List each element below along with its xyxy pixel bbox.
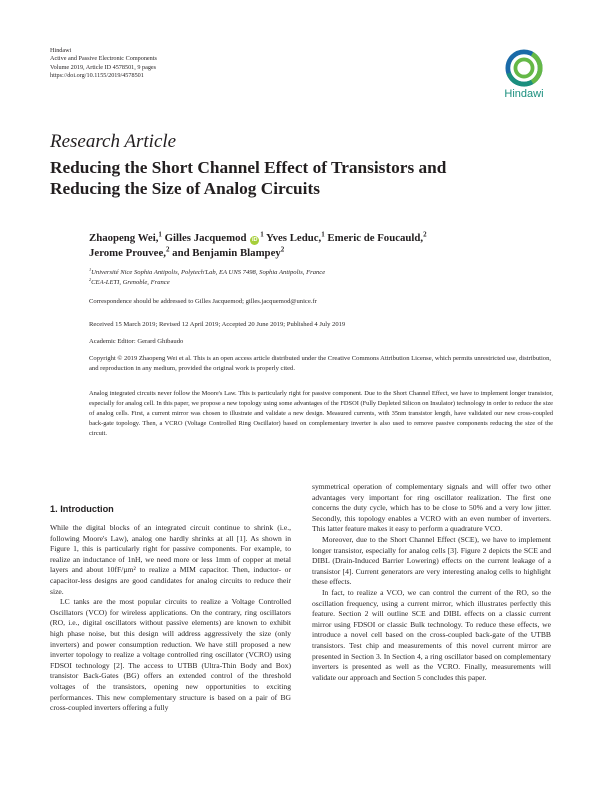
author-name: Zhaopeng Wei, bbox=[89, 232, 159, 244]
author-line-2 bbox=[89, 246, 469, 261]
logo-text: Hindawi bbox=[504, 88, 544, 100]
academic-editor: Academic Editor: Gerard Ghibaudo bbox=[89, 338, 184, 345]
affiliations bbox=[89, 268, 325, 287]
abstract: Analog integrated circuits never follow the Moore's Law. This is particularly right for passive component. Due to the Short Channel Effect, we have to implement longer transistor, especially for analog cell. In this paper, we propose a new topology using some advantages of the FDSOI (Fully Depleted Silicon on Insulator) technology in order to reduce the size of analog cells. First, a current mirror was chosen to illustrate and validate a new design. Measured currents, with 35nm transistor length, have validated our new cross-coupled back-gate topology. Then, a VCRO (Voltage Controlled Ring Oscillator) based on complementary inverter is also used to remove passive components reducing the size of the circuit. bbox=[89, 390, 553, 437]
doi-link[interactable]: https://doi.org/10.1155/2019/4578501 bbox=[50, 72, 144, 80]
affiliation-text: Université Nice Sophia Antipolis, Polytech'Lab, EA UNS 7498, Sophia Antipolis, France bbox=[91, 269, 326, 276]
volume-info: Volume 2019, Article ID 4578501, 9 pages bbox=[50, 63, 157, 71]
affiliation-sup: 2 bbox=[280, 245, 285, 254]
journal-header bbox=[50, 47, 157, 81]
section-heading: 1. Introduction bbox=[50, 504, 114, 514]
author-line-1 bbox=[89, 231, 469, 246]
correspondence: Correspondence should be addressed to Gilles Jacquemod; gilles.jacquemod@unice.fr bbox=[89, 298, 317, 305]
title-line-1: Reducing the Short Channel Effect of Transistors and bbox=[50, 158, 447, 177]
affiliation-item bbox=[89, 268, 325, 278]
affiliation-item bbox=[89, 278, 325, 288]
paragraph: LC tanks are the most popular circuits to realize a Voltage Controlled Oscillators (VCO) for wireless applications. On the contrary, ring oscillators (RO, i.e., digital oscillators without passive elements) are known to exhibit high phase noise, but this design will address aggressively the size (only inverters) and power consumption reduction. We have still proposed a new inverter topology to realize a voltage controlled ring oscillator (VCRO) using FDSOI technology [2]. The access to UTBB (Ultra-Thin Body and Box) transistor Back-Gates (BG) offers an extended control of the threshold voltages of the transistors, opening new opportunities to exciting performances. This new complementary structure is based on a pair of BG cross-coupled inverters offering a fully bbox=[50, 597, 291, 713]
orcid-icon[interactable]: iD bbox=[251, 237, 258, 243]
affiliation-sup: 2 bbox=[423, 230, 427, 239]
affiliation-sup: 1 bbox=[321, 230, 325, 239]
author-name: Emeric de Foucauld, bbox=[324, 232, 424, 244]
affiliation-sup: 1 bbox=[158, 230, 162, 239]
author-name: Gilles Jacquemod bbox=[161, 232, 247, 244]
affiliation-sup: 1 bbox=[260, 230, 264, 239]
author-name: Yves Leduc, bbox=[263, 232, 322, 244]
author-name: Jerome Prouvee, bbox=[89, 247, 166, 259]
hindawi-logo-icon bbox=[505, 49, 543, 87]
affiliation-num: 2 bbox=[89, 276, 92, 282]
affiliation-num: 1 bbox=[89, 266, 92, 272]
article-type: Research Article bbox=[50, 131, 177, 152]
affiliation-sup: 2 bbox=[165, 245, 170, 254]
hindawi-logo[interactable] bbox=[494, 49, 554, 107]
paragraph: In fact, to realize a VCO, we can control the current of the RO, so the oscillation frequency, using a current mirror, which illustrates perfectly this feature. Section 2 will outline SCE and DIBL effects on a classic current mirror using FDSOI or classic Bulk technology. To reduce these effects, we introduce a novel cell based on the cross-coupled back-gate of the UTBB transistors. Test chip and measurements of this novel current mirror are presented in Section 3. In Section 4, a ring oscillator based on complementary inverters is presented as well as the VCRO. Finally, measurements will validate our approach and Section 5 concludes this paper. bbox=[312, 587, 551, 682]
author-name: and Benjamin Blampey bbox=[169, 247, 281, 259]
author-list bbox=[89, 231, 469, 261]
paragraph: Moreover, due to the Short Channel Effect (SCE), we have to implement longer transistor, especially for analog cells [3]. Figure 2 depicts the SCE and DIBL (Drain-Induced Barrier Lowering) effects on the current leakage of a transistor [4]. Current generators are very interesting analog cells to highlight these effects. bbox=[312, 534, 551, 587]
copyright-notice: Copyright © 2019 Zhaopeng Wei et al. This is an open access article distributed under the Creative Commons Attribution License, which permits unrestricted use, distribution, and reproduction in any medium, provided the original work is properly cited. bbox=[89, 355, 552, 372]
left-column bbox=[50, 503, 291, 714]
paper-title bbox=[50, 157, 510, 199]
paragraph: symmetrical operation of complementary signals and will offer two other advantages very important for ring oscillator realization. The first one concerns the duty cycle, which has to be close to 50% and a very low jitter. Secondly, this topology enables a VCRO with an even number of inverters. This latter feature makes it easy to perform a quadrature VCO. bbox=[312, 482, 551, 534]
publication-dates: Received 15 March 2019; Revised 12 April 2019; Accepted 20 June 2019; Published 4 July 2019 bbox=[89, 321, 346, 328]
right-column bbox=[312, 482, 551, 683]
title-line-2: Reducing the Size of Analog Circuits bbox=[50, 179, 320, 198]
affiliation-text: CEA-LETI, Grenoble, France bbox=[91, 278, 170, 286]
publisher-name: Hindawi bbox=[50, 47, 72, 54]
paragraph: While the digital blocks of an integrated circuit continue to shrink (i.e., following Moore's Law), analog one hardly shrinks at all [1]. As shown in Figure 1, this is particularly right for passive components. For example, to realize an inductance of 1nH, we need more or less 1mm of copper at metal layers and about 10fF/µm² to realize a MIM capacitor. Then, inductor- or capacitor-less designs are good candidates for analog circuits to reduce their size. bbox=[50, 523, 291, 596]
journal-name: Active and Passive Electronic Components bbox=[50, 55, 157, 63]
